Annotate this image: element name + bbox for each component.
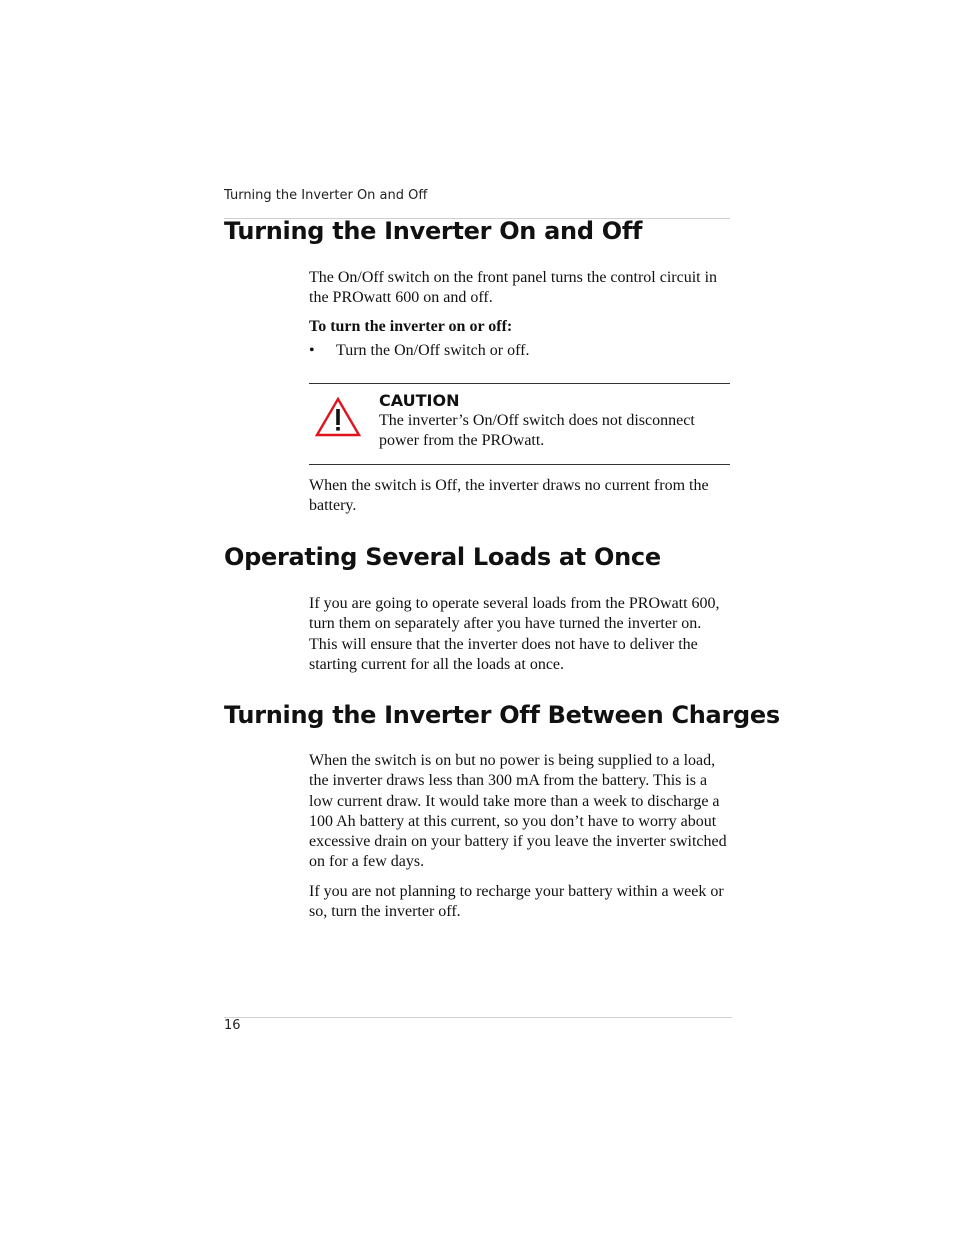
section-paragraph: If you are going to operate several loads from the PROwatt 600, turn them on separately after you have turned the inverter on. This will ensure that the inverter does not have to deliver the starting current for all the loads at once. [309,595,720,673]
caution-bottom-rule [309,464,730,465]
procedure-title: To turn the inverter on or off: [309,318,513,335]
section-paragraph: If you are not planning to recharge your battery within a week or so, turn the inverter off. [309,883,724,921]
section-heading-on-off: Turning the Inverter On and Off [224,217,643,245]
section-intro-paragraph: The On/Off switch on the front panel turns the control circuit in the PROwatt 600 on and off. [309,269,718,307]
section-paragraph: When the switch is on but no power is being supplied to a load, the inverter draws less than 300 mA from the battery. This is a low current draw. It would take more than a week to discharge a 100 Ah battery at this current, so you don’t have to worry about excessive drain on your battery if you leave the inverter switched on for a few days. [309,752,727,871]
caution-text: The inverter’s On/Off switch does not disconnect power from the PROwatt. [379,412,695,450]
list-item [309,342,529,360]
bullet-symbol: • [309,342,315,359]
section-heading-several-loads: Operating Several Loads at Once [224,543,661,571]
caution-title: CAUTION [379,391,460,410]
caution-top-rule [309,383,730,384]
running-header: Turning the Inverter On and Off [224,188,428,203]
section-heading-off-between-charges: Turning the Inverter Off Between Charges [224,701,780,729]
warning-triangle-icon [315,396,361,438]
page-number: 16 [224,1018,241,1033]
list-item-text: Turn the On/Off switch or off. [336,342,530,359]
section-after-paragraph: When the switch is Off, the inverter draws no current from the battery. [309,477,709,515]
footer-rule [224,1017,732,1018]
